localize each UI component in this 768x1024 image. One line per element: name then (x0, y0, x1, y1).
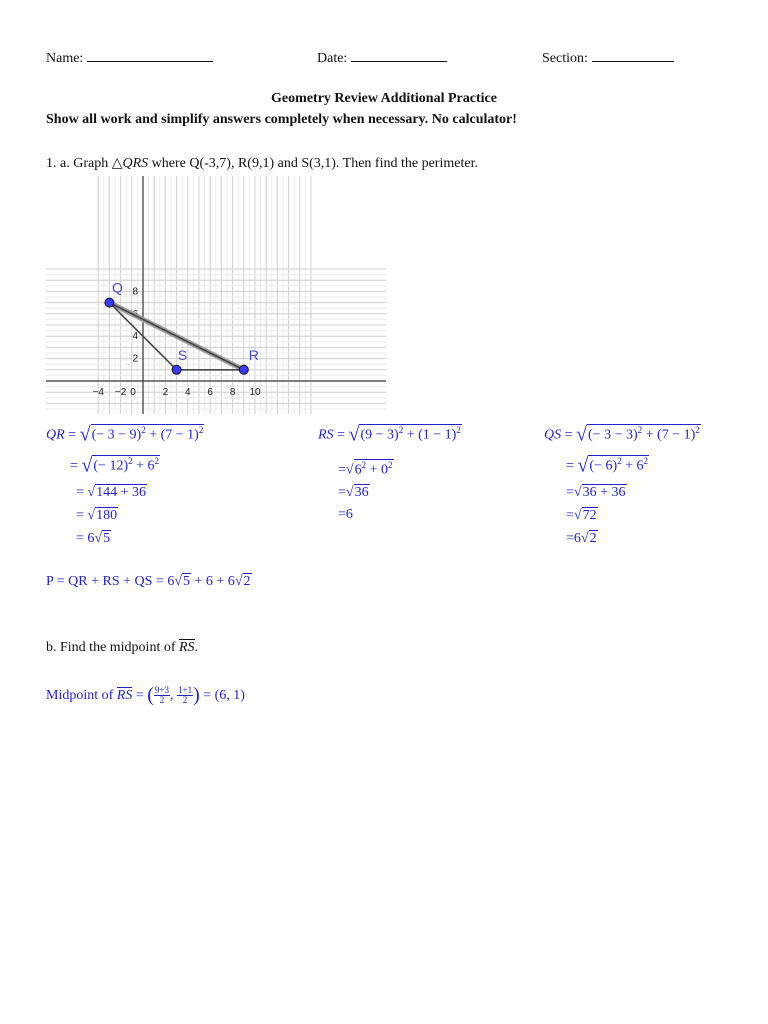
qr-term-4: + 6 (136, 458, 155, 474)
vertex-q (105, 298, 114, 307)
qr-line-5: = 6√5 (76, 531, 111, 546)
x-tick-label: −4 (92, 387, 104, 398)
q1a-suffix: where Q(-3,7), R(9,1) and S(3,1). Then find the perimeter. (151, 156, 478, 171)
y-tick-label: 4 (132, 331, 138, 343)
coordinate-graph (46, 176, 386, 414)
q1b-suffix: . (194, 640, 199, 655)
y-tick-label: 8 (132, 286, 138, 298)
qr-coef: 6 (87, 531, 95, 546)
rs-term-1: (9 − 3) (360, 427, 399, 443)
qs-radicand-5: 2 (589, 531, 597, 546)
rs-line-1: RS = $√(9 - 3)^2 + (1 - 1)^2$ (318, 423, 461, 446)
rs-radicand-3: 36 (354, 485, 369, 500)
vertex-label-s: S (177, 346, 188, 363)
vertex-r (239, 365, 248, 374)
rs-line-2: $=√6^2 + 0^2$ (338, 460, 393, 478)
vertex-s (172, 365, 181, 374)
x-tick-label: 0 (130, 387, 136, 398)
rs-label: RS (318, 427, 334, 443)
section-blank (592, 48, 674, 62)
x-tick-label: 2 (162, 387, 169, 398)
perimeter-radicand-2: 2 (243, 574, 251, 589)
qr-radicand-4: 180 (96, 508, 118, 523)
qs-radicand-4: 72 (582, 508, 597, 523)
qr-term-1: (− 3 − 9) (91, 427, 142, 443)
qr-line-3: = √144 + 36 (76, 485, 146, 500)
y-tick-label: 2 (132, 353, 138, 365)
qs-term-1: (− 3 − 3) (588, 427, 638, 443)
qr-line-4: = √180 (76, 508, 118, 523)
q1a-prefix: 1. a. Graph (46, 156, 109, 171)
triangle-name: △QRS (111, 156, 149, 171)
rs-line-3: =√36 (338, 485, 369, 500)
vertex-label-r: R (248, 346, 259, 363)
name-blank (87, 48, 213, 62)
perimeter-line: P = QR + RS + QS = 6√5 + 6 + 6√2 (46, 574, 251, 589)
rs-line-4: =6 (338, 507, 353, 522)
question-1a (46, 155, 478, 172)
x-tick-label: −2 (114, 387, 127, 398)
perimeter-expression: P = QR + RS + QS = (46, 574, 164, 589)
midpoint-x-fraction: $\frac{9+3}{2}$ (154, 685, 169, 706)
q1b-prefix: b. Find the midpoint of (46, 640, 176, 655)
section-field-row (542, 48, 674, 67)
qs-line-2: = √(− $6)^2 + 6^2$ (566, 454, 649, 477)
perimeter-radicand-1: 5 (183, 574, 191, 589)
section-label: Section: (542, 51, 588, 66)
name-field-row (46, 48, 213, 67)
midpoint-segment: RS (116, 688, 133, 703)
date-blank (351, 48, 447, 62)
perimeter-middle: + 6 + 6 (194, 574, 235, 589)
qr-term-2: + (7 − 1) (149, 427, 199, 443)
rs-term-2: + (1 − 1) (406, 427, 457, 443)
x-tick-label: 4 (185, 387, 191, 398)
qs-line-4: =√72 (566, 508, 597, 523)
x-tick-label: 10 (249, 387, 261, 398)
instructions: Show all work and simplify answers completely when necessary. No calculator! (46, 112, 517, 127)
vertex-label-q: Q (111, 279, 123, 296)
qs-radicand-3: 36 + 36 (582, 485, 626, 500)
qr-label: QR (46, 427, 65, 443)
x-tick-label: 6 (207, 387, 213, 398)
qr-line-2: = √(− $12)^2 + 6^2$ (70, 454, 160, 477)
midpoint-result: = (6, 1) (203, 688, 245, 703)
x-tick-label: 8 (229, 387, 236, 398)
rs-term-4: + 0 (369, 462, 388, 478)
perimeter-coef-1: 6 (167, 574, 175, 589)
qs-term-3: (− 6) (589, 458, 618, 474)
qs-term-2: + (7 − 1) (645, 427, 696, 443)
qr-term-3: (− 12) (93, 458, 129, 474)
graph-grid (46, 176, 386, 414)
midpoint-answer: Midpoint of RS = ( $\frac{9+3}{2}$ , $\frac{1+1}{2}$ ) = (6, 1) (46, 684, 245, 706)
qr-radicand-5: 5 (103, 531, 111, 546)
qs-term-4: + 6 (625, 458, 644, 474)
midpoint-label: Midpoint of (46, 688, 114, 703)
qs-line-5: =6√2 (566, 531, 597, 546)
qs-coef: 6 (573, 531, 581, 546)
qs-label: QS (544, 427, 562, 443)
midpoint-y-fraction: $\frac{1+1}{2}$ (178, 685, 193, 706)
date-label: Date: (317, 51, 348, 66)
date-field-row (317, 48, 447, 67)
qr-radicand-3: 144 + 36 (96, 485, 146, 500)
rs-term-3: 6 (354, 462, 362, 478)
qs-line-1: QS = √(− $3 - 3)^2 + (7 - 1)^2$ (544, 423, 700, 446)
question-1b (46, 640, 198, 656)
page-title: Geometry Review Additional Practice (271, 91, 497, 106)
q1b-segment: RS (179, 640, 195, 655)
qs-line-3: =√36 + 36 (566, 485, 626, 500)
name-label: Name: (46, 51, 84, 66)
qr-line-1: QR = √(− $3 - 9)^2 + (7 - 1)^2$ (46, 423, 204, 446)
